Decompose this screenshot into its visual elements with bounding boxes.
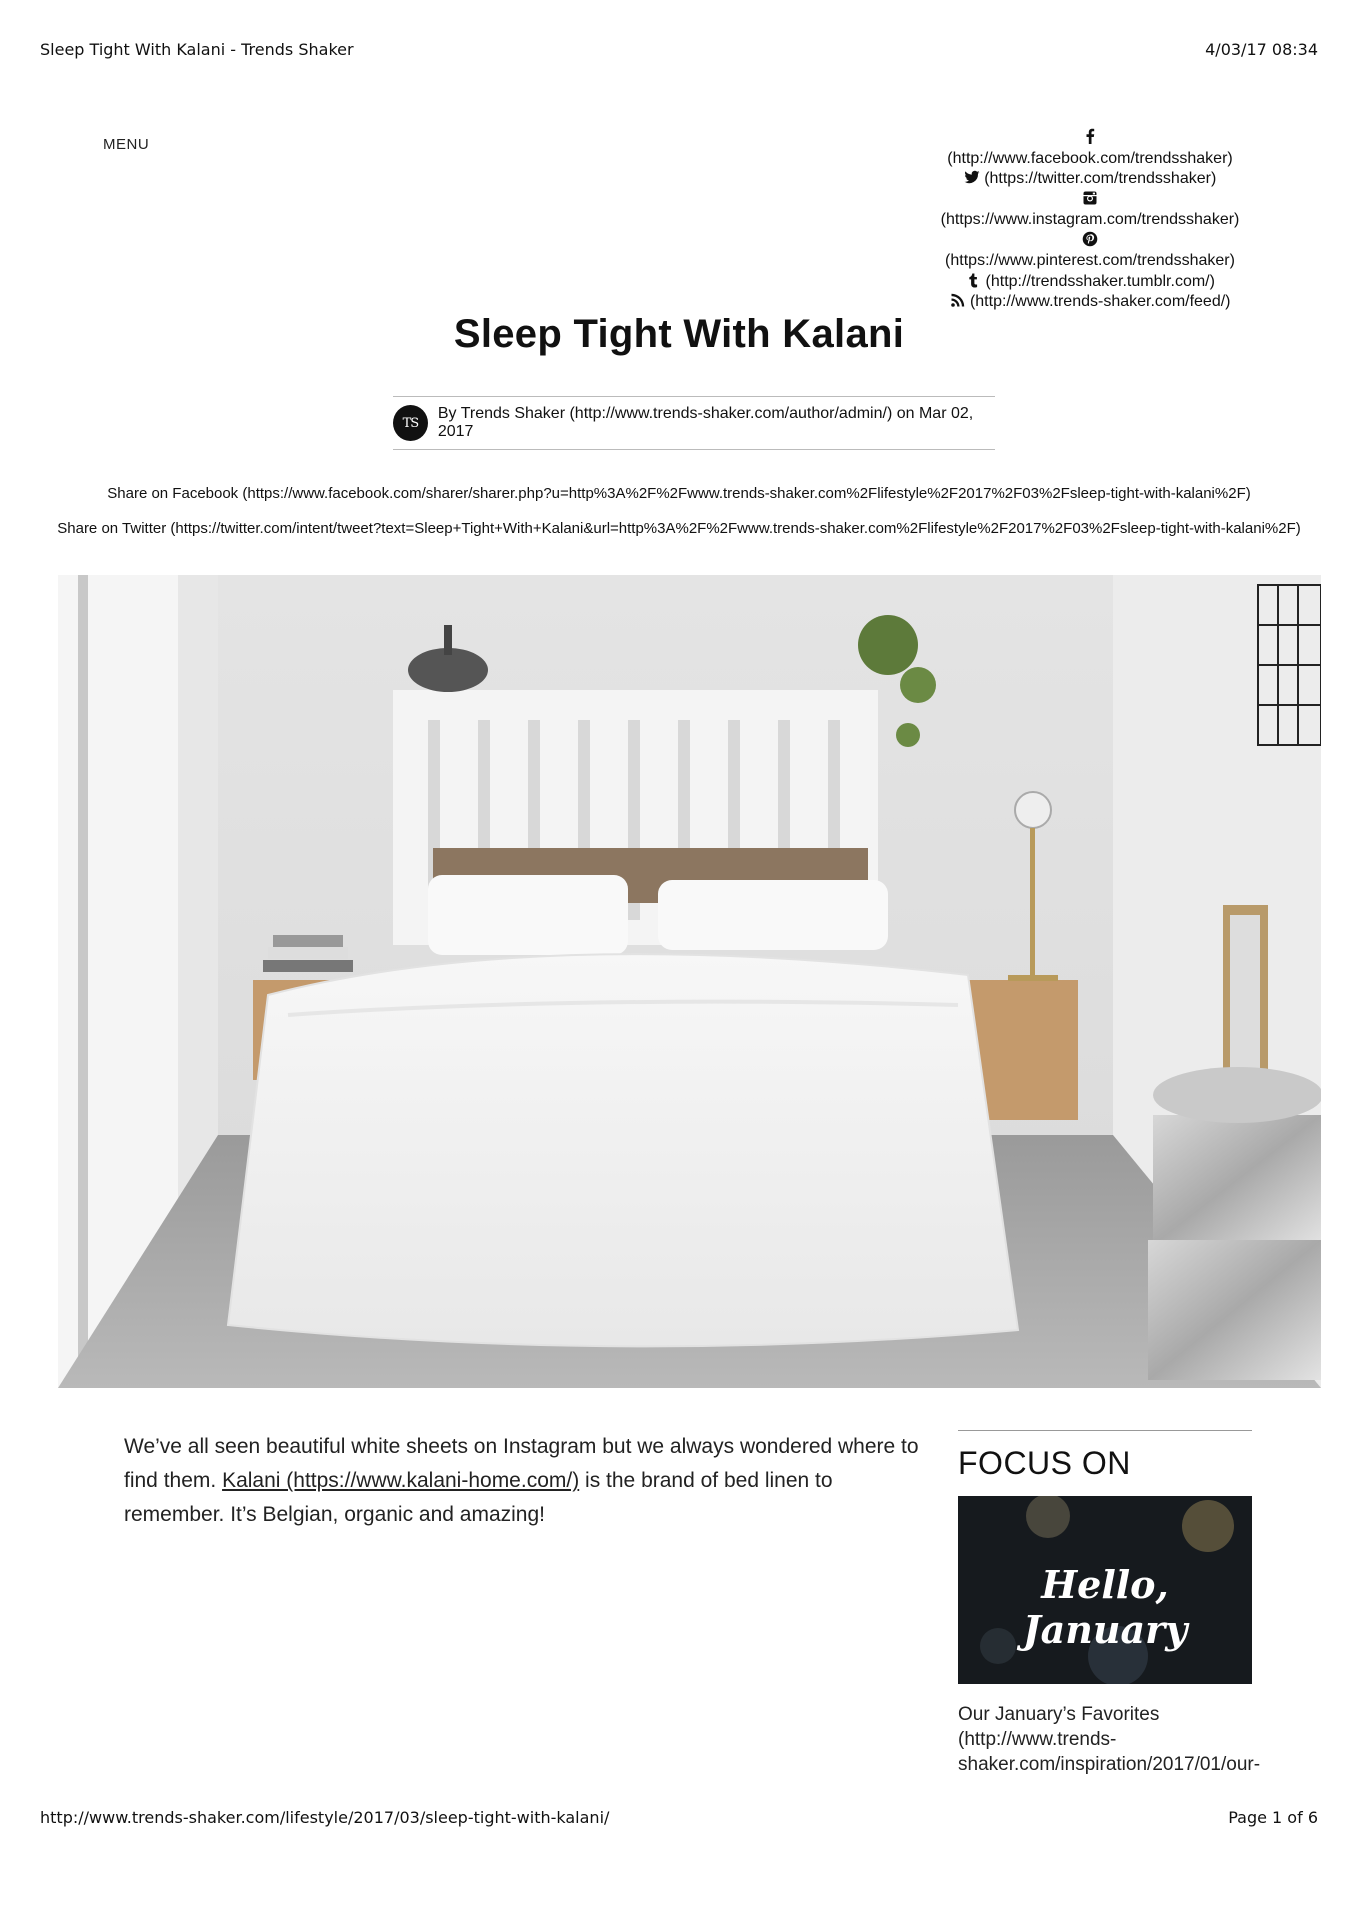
print-header (40, 40, 1318, 59)
share-facebook-link[interactable]: Share on Facebook (https://www.facebook.com/sharer/sharer.php?u=http%3A%2F%2Fwww.trends-shaker.com%2Flifestyle%2F2017%2F03%2Fsleep-tight-with-kalani%2F) (107, 485, 1251, 502)
body-text-after: is the brand of bed linen to remember. It’s Belgian, organic and amazing! (124, 1469, 833, 1526)
pinterest-link[interactable]: (https://www.pinterest.com/trendsshaker) (945, 252, 1235, 269)
focus-on-widget (958, 1430, 1261, 1777)
instagram-link[interactable]: (https://www.instagram.com/trendsshaker) (940, 211, 1240, 228)
twitter-link[interactable]: (https://twitter.com/trendsshaker) (984, 170, 1217, 187)
print-page-title: Sleep Tight With Kalani - Trends Shaker (40, 40, 354, 59)
focus-on-heading: FOCUS ON (958, 1445, 1131, 1481)
article-body (124, 1430, 924, 1532)
pinterest-icon[interactable] (1082, 231, 1098, 247)
focus-on-caption-link[interactable]: Our January’s Favorites (http://www.trends-shaker.com/inspiration/2017/01/our- (958, 1704, 1261, 1775)
kalani-link[interactable]: Kalani (https://www.kalani-home.com/) (222, 1469, 580, 1492)
tumblr-icon[interactable] (965, 272, 981, 288)
feed-link[interactable]: (http://www.trends-shaker.com/feed/) (969, 293, 1231, 310)
print-datetime: 4/03/17 08:34 (1205, 40, 1318, 59)
author-link[interactable]: By Trends Shaker (http://www.trends-shaker.com/author/admin/) on Mar 02, 2017 (437, 405, 974, 440)
social-links (920, 128, 1260, 313)
author-avatar[interactable]: TS (393, 405, 428, 441)
tumblr-link[interactable]: (http://trendsshaker.tumblr.com/) (985, 272, 1215, 290)
focus-on-image[interactable] (958, 1496, 1252, 1684)
byline (393, 396, 995, 450)
focus-image-lettering: Hello, January (1022, 1562, 1188, 1652)
hero-image (58, 575, 1321, 1388)
print-url: http://www.trends-shaker.com/lifestyle/2017/03/sleep-tight-with-kalani/ (40, 1808, 610, 1827)
body-text-before: We’ve all seen beautiful white sheets on Instagram but we always wondered where to find them. (124, 1435, 919, 1492)
facebook-icon[interactable] (1082, 128, 1098, 144)
facebook-link[interactable]: (http://www.facebook.com/trendsshaker) (947, 149, 1233, 167)
print-footer (40, 1808, 1318, 1827)
twitter-icon[interactable] (964, 169, 980, 185)
menu-button[interactable]: MENU (103, 136, 150, 153)
share-twitter-link[interactable]: Share on Twitter (https://twitter.com/intent/tweet?text=Sleep+Tight+With+Kalani&url=http%3A%2F%2Fwww.trends-shaker.com%2Flifestyle%2F2017%2F03%2Fsleep-tight-with-kalani%2F) (57, 520, 1301, 537)
article-title: Sleep Tight With Kalani (453, 312, 905, 356)
rss-icon[interactable] (950, 292, 966, 308)
print-page-number: Page 1 of 6 (1228, 1808, 1318, 1827)
instagram-icon[interactable] (1082, 190, 1098, 206)
